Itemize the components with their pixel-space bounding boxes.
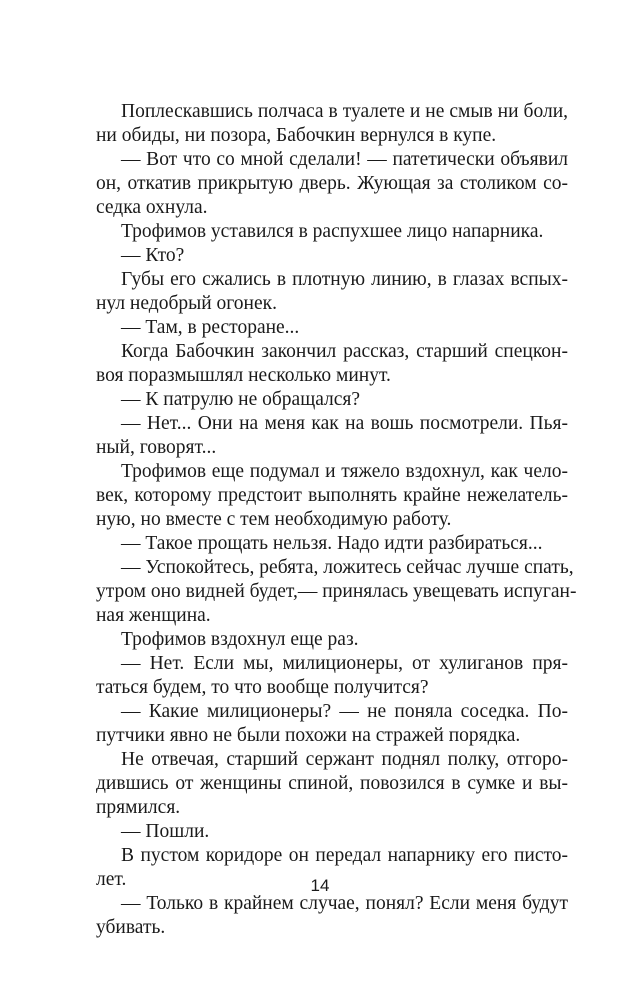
text-line: — К патрулю не обращался? — [121, 389, 361, 410]
text-line: утром оно видней будет,— принялась увещевать испуган- — [96, 581, 577, 602]
text-line: ный, говорят... — [96, 437, 217, 458]
text-line: лет. — [96, 869, 127, 890]
text-line: Трофимов уставился в распухшее лицо напарника. — [121, 221, 544, 242]
text-line: — Там, в ресторане... — [121, 317, 300, 338]
text-line: — Нет. Если мы, милиционеры, от хулиганов пря- — [121, 653, 568, 674]
text-line: В пустом коридоре он передал напарнику его писто- — [121, 845, 568, 866]
text-line: — Только в крайнем случае, понял? Если меня будут — [121, 893, 568, 914]
text-line: воя поразмышлял несколько минут. — [96, 365, 391, 386]
page-body — [96, 100, 577, 940]
text-line: ную, но вместе с тем необходимую работу. — [96, 509, 452, 530]
text-line: Не отвечая, старший сержант поднял полку, отгоро- — [121, 749, 568, 770]
text-line: путчики явно не были похожи на стражей порядка. — [96, 725, 521, 746]
text-line: — Такое прощать нельзя. Надо идти разбираться... — [121, 533, 543, 554]
text-line: таться будем, то что вообще получится? — [96, 677, 429, 698]
text-line: — Нет... Они на меня как на вошь посмотрели. Пья- — [121, 413, 568, 434]
text-line: Губы его сжались в плотную линию, в глазах вспых- — [121, 269, 568, 290]
text-line: — Вот что со мной сделали! — патетически объявил — [121, 149, 568, 170]
text-line: ни обиды, ни позора, Бабочкин вернулся в купе. — [96, 125, 497, 146]
text-line: дившись от женщины спиной, повозился в сумке и вы- — [96, 773, 568, 794]
text-line: Поплескавшись полчаса в туалете и не смыв ни боли, — [121, 101, 568, 122]
text-line: — Пошли. — [121, 821, 210, 842]
text-line: Когда Бабочкин закончил рассказ, старший спецкон- — [121, 341, 568, 362]
text-line: — Какие милиционеры? — не поняла соседка. По- — [121, 701, 568, 722]
text-line: век, которому предстоит выполнять крайне нежелатель- — [96, 485, 568, 506]
text-line: — Успокойтесь, ребята, ложитесь сейчас лучше спать, — [121, 557, 574, 578]
page-number: 14 — [310, 876, 330, 895]
text-line: Трофимов еще подумал и тяжело вздохнул, как чело- — [121, 461, 568, 482]
text-line: ная женщина. — [96, 605, 211, 626]
text-line: он, откатив прикрытую дверь. Жующая за столиком со- — [96, 173, 568, 194]
text-line: седка охнула. — [96, 197, 208, 218]
text-line: убивать. — [96, 917, 166, 938]
text-line: Трофимов вздохнул еще раз. — [121, 629, 359, 650]
text-line: — Кто? — [121, 245, 185, 266]
text-line: прямился. — [96, 797, 181, 818]
text-line: нул недобрый огонек. — [96, 293, 277, 314]
